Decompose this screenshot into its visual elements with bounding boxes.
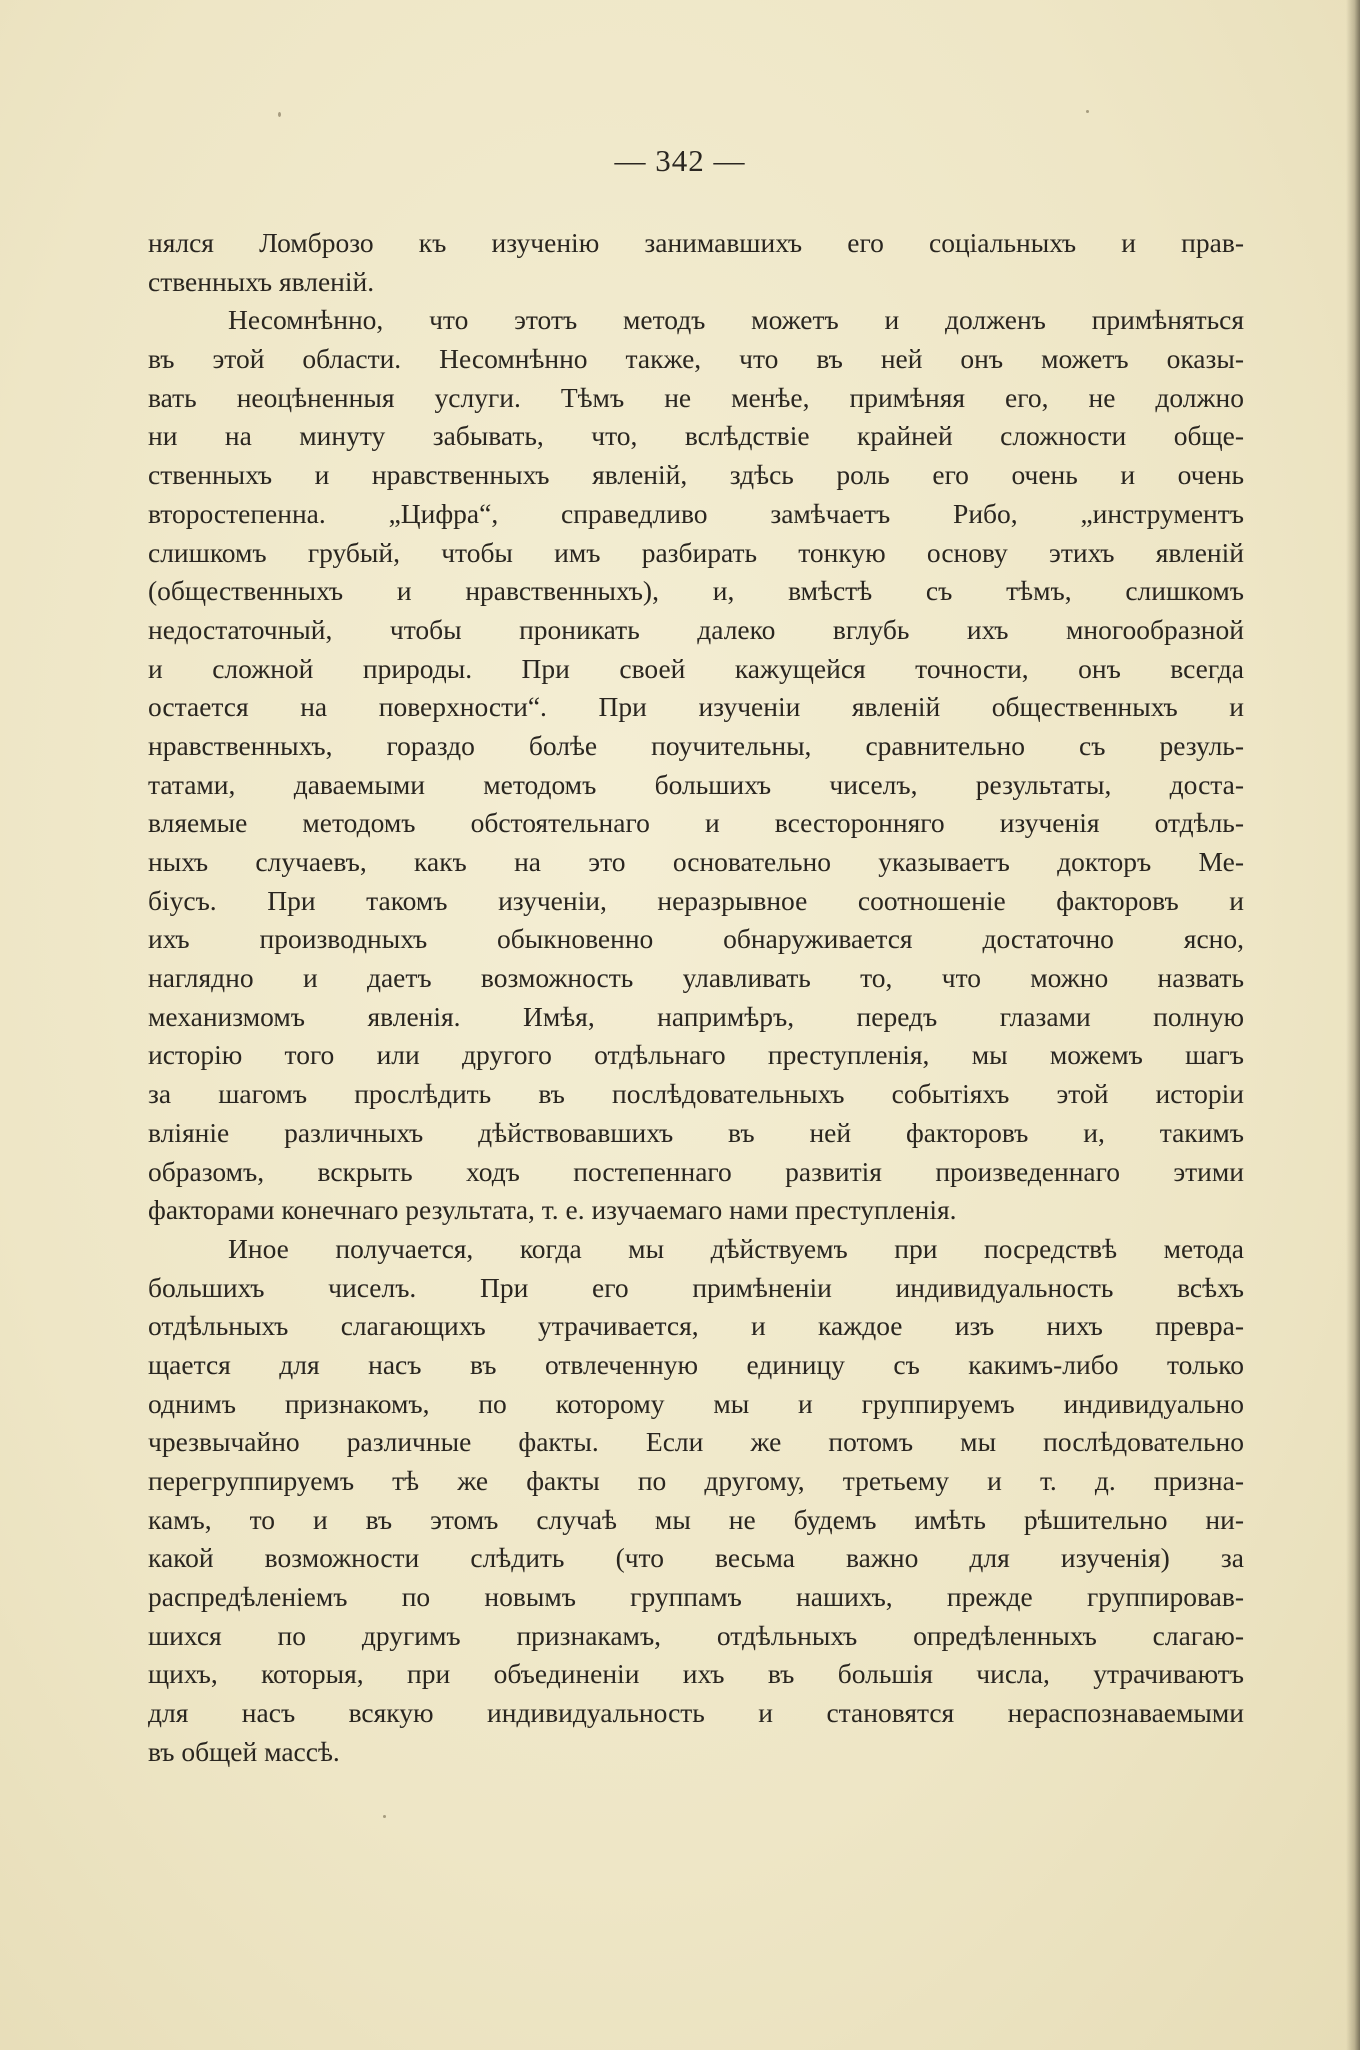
text-line: какой возможности слѣдить (что весьма важно для изученія) за <box>148 1542 1244 1574</box>
text-line: щается для насъ въ отвлеченную единицу съ какимъ-либо только <box>148 1348 1244 1380</box>
page-edge-shadow <box>1346 0 1360 2050</box>
text-line: и сложной природы. При своей кажущейся точности, онъ всегда <box>148 652 1244 684</box>
text-line: въ общей массѣ. <box>148 1735 340 1767</box>
text-line: чрезвычайно различные факты. Если же потомъ мы послѣдовательно <box>148 1426 1244 1458</box>
text-line: механизмомъ явленія. Имѣя, напримѣръ, передъ глазами полную <box>148 1000 1244 1032</box>
text-line: шихся по другимъ признакамъ, отдѣльныхъ опредѣленныхъ слагаю- <box>148 1619 1244 1651</box>
text-line: камъ, то и въ этомъ случаѣ мы не будемъ имѣть рѣшительно ни- <box>148 1503 1244 1535</box>
paper-speck <box>278 112 281 117</box>
text-line: біусъ. При такомъ изученіи, неразрывное соотношеніе факторовъ и <box>148 884 1244 916</box>
text-line: нравственныхъ, гораздо болѣе поучительны, сравнительно съ резуль- <box>148 729 1244 761</box>
paper-speck <box>383 1815 386 1818</box>
text-line: Несомнѣнно, что этотъ методъ можетъ и долженъ примѣняться <box>228 304 1244 336</box>
text-line: перегруппируемъ тѣ же факты по другому, третьему и т. д. призна- <box>148 1465 1244 1496</box>
text-line: отдѣльныхъ слагающихъ утрачивается, и каждое изъ нихъ превра- <box>148 1310 1244 1342</box>
text-line: Иное получается, когда мы дѣйствуемъ при посредствѣ метода <box>228 1232 1244 1264</box>
text-line: наглядно и даетъ возможность улавливать то, что можно назвать <box>148 962 1244 994</box>
text-line: въ этой области. Несомнѣнно также, что въ ней онъ можетъ оказы- <box>148 343 1244 375</box>
text-line: ственныхъ и нравственныхъ явленій, здѣсь роль его очень и очень <box>148 459 1244 491</box>
text-line: образомъ, вскрыть ходъ постепеннаго развитія произведеннаго этими <box>148 1155 1244 1187</box>
text-line: однимъ признакомъ, по которому мы и группируемъ индивидуально <box>148 1387 1244 1419</box>
page-number: — 342 — <box>614 143 746 178</box>
text-line: большихъ чиселъ. При его примѣненіи индивидуальность всѣхъ <box>148 1271 1244 1303</box>
text-line: ни на минуту забывать, что, вслѣдствіе крайней сложности обще- <box>148 420 1244 452</box>
text-line: слишкомъ грубый, чтобы имъ разбирать тонкую основу этихъ явленій <box>148 536 1244 568</box>
text-line: для насъ всякую индивидуальность и становятся нераспознаваемыми <box>148 1697 1244 1729</box>
body-text <box>148 224 1244 1772</box>
text-line: вліяніе различныхъ дѣйствовавшихъ въ ней факторовъ и, такимъ <box>148 1116 1244 1148</box>
text-line: вать неоцѣненныя услуги. Тѣмъ не менѣе, примѣняя его, не должно <box>148 381 1244 413</box>
text-line: ныхъ случаевъ, какъ на это основательно указываетъ докторъ Ме- <box>148 846 1244 877</box>
text-line: исторію того или другого отдѣльнаго преступленія, мы можемъ шагъ <box>148 1039 1244 1071</box>
text-line: второстепенна. „Цифра“, справедливо замѣчаетъ Рибо, „инструментъ <box>148 497 1244 529</box>
text-line: за шагомъ прослѣдить въ послѣдовательныхъ событіяхъ этой исторіи <box>148 1078 1244 1110</box>
text-line: факторами конечнаго результата, т. е. изучаемаго нами преступленія. <box>148 1194 957 1226</box>
text-line: татами, даваемыми методомъ большихъ чиселъ, результаты, доста- <box>148 768 1244 800</box>
text-line: распредѣленіемъ по новымъ группамъ нашихъ, прежде группировав- <box>148 1581 1244 1613</box>
text-line: щихъ, которыя, при объединеніи ихъ въ большія числа, утрачиваютъ <box>148 1658 1244 1690</box>
text-line: остается на поверхности“. При изученіи явленій общественныхъ и <box>148 691 1244 723</box>
text-line: нялся Ломброзо къ изученію занимавшихъ его соціальныхъ и прав- <box>148 227 1244 258</box>
text-line: вляемые методомъ обстоятельнаго и всесторонняго изученія отдѣль- <box>148 807 1244 839</box>
paper-speck <box>1086 110 1089 113</box>
text-line: ственныхъ явленій. <box>148 265 375 297</box>
text-line: ихъ производныхъ обыкновенно обнаруживается достаточно ясно, <box>148 923 1244 955</box>
text-line: (общественныхъ и нравственныхъ), и, вмѣстѣ съ тѣмъ, слишкомъ <box>148 575 1244 607</box>
text-line: недостаточный, чтобы проникать далеко вглубь ихъ многообразной <box>148 613 1244 645</box>
